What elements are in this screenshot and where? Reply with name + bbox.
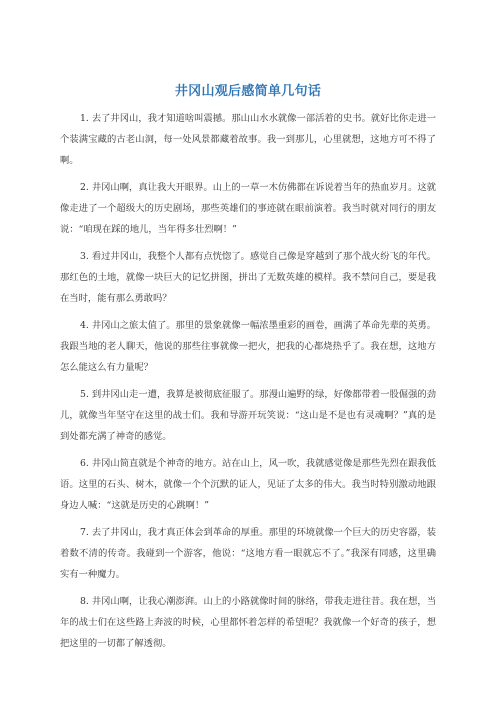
document-body [60, 108, 436, 660]
paragraph-3: 3. 看过井冈山，我整个人都有点恍惚了。感觉自己像是穿越到了那个战火纷飞的年代。那红色的土地，就像一块巨大的记忆拼图，拼出了无数英雄的模样。我不禁问自己，要是我在当时，能有那么勇敢吗？ [60, 251, 436, 304]
paragraph-7: 7. 去了井冈山，我才真正体会到革命的厚重。那里的环境就像一个巨大的历史容器，装着数不清的传奇。我碰到一个游客，他说：“这地方看一眼就忘不了。”我深有同感，这里确实有一种魔力。 [60, 527, 436, 580]
paragraph-1: 1. 去了井冈山，我才知道啥叫震撼。那山山水水就像一部活着的史书。就好比你走进一个装满宝藏的古老山洞，每一处风景都藏着故事。我一到那儿，心里就想，这地方可不得了啊。 [60, 113, 436, 166]
paragraph-6: 6. 井冈山简直就是个神奇的地方。站在山上，风一吹，我就感觉像是那些先烈在跟我低语。这里的石头、树木，就像一个个沉默的证人，见证了太多的伟大。我当时特别激动地跟身边人喊：“这就是历史的心跳啊！” [60, 458, 436, 511]
paragraph-5: 5. 到井冈山走一遭，我算是被彻底征服了。那漫山遍野的绿，好像都带着一股倔强的劲儿，就像当年坚守在这里的战士们。我和导游开玩笑说：“这山是不是也有灵魂啊？”真的是到处都充满了神奇的感觉。 [60, 389, 436, 442]
paragraph-2: 2. 井冈山啊，真让我大开眼界。山上的一草一木仿佛都在诉说着当年的热血岁月。这就像走进了一个超级大的历史剧场，那些英雄们的事迹就在眼前演着。我当时就对同行的朋友说：“咱现在踩的地儿，当年得多壮烈啊！” [60, 182, 436, 235]
paragraph-4: 4. 井冈山之旅太值了。那里的景象就像一幅浓墨重彩的画卷，画满了革命先辈的英勇。我跟当地的老人聊天，他说的那些往事就像一把火，把我的心都烧热乎了。我在想，这地方怎么能这么有力量呢？ [60, 320, 436, 373]
document-title: 井冈山观后感简单几句话 [174, 84, 322, 99]
paragraph-8: 8. 井冈山啊，让我心潮澎湃。山上的小路就像时间的脉络，带我走进往昔。我在想，当年的战士们在这些路上奔波的时候，心里都怀着怎样的希望呢？我就像一个好奇的孩子，想把这里的一切都了解透彻。 [60, 596, 436, 649]
